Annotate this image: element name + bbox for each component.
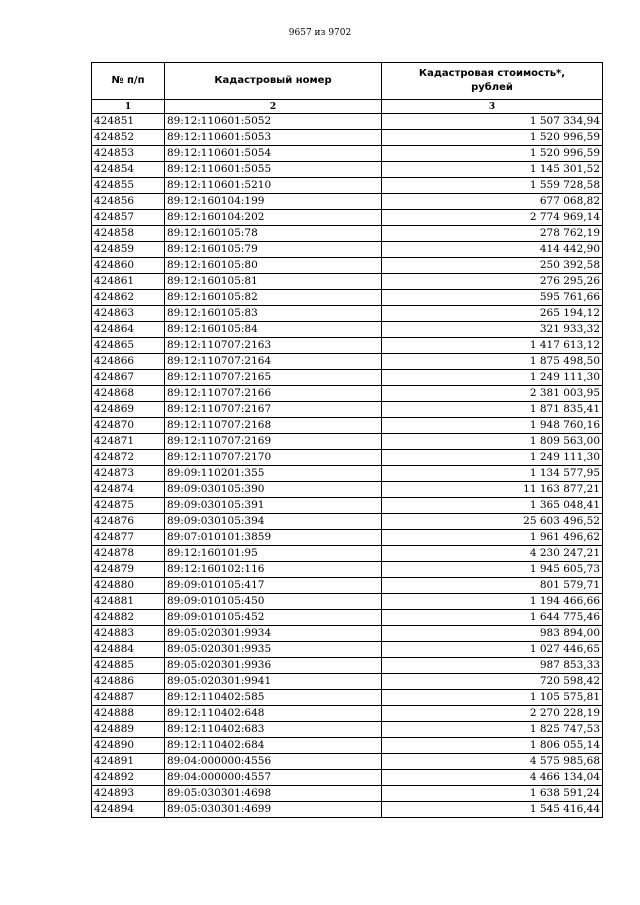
cadastral-value-cell: 278 762,19 <box>382 226 603 242</box>
cadastral-value-cell: 801 579,71 <box>382 578 603 594</box>
table-row <box>92 210 603 226</box>
table-row <box>92 434 603 450</box>
row-number-cell: 424878 <box>92 546 165 562</box>
cadastral-number-cell: 89:12:110402:683 <box>165 722 382 738</box>
cadastral-value-cell: 1 871 835,41 <box>382 402 603 418</box>
table-row <box>92 530 603 546</box>
table-row <box>92 594 603 610</box>
row-number-cell: 424887 <box>92 690 165 706</box>
cadastral-number-cell: 89:12:110402:684 <box>165 738 382 754</box>
cadastral-value-cell: 1 520 996,59 <box>382 146 603 162</box>
cadastral-number-cell: 89:09:030105:394 <box>165 514 382 530</box>
cadastral-number-cell: 89:09:010105:450 <box>165 594 382 610</box>
column-number: 3 <box>382 100 603 114</box>
row-number-cell: 424857 <box>92 210 165 226</box>
row-number-cell: 424869 <box>92 402 165 418</box>
row-number-cell: 424855 <box>92 178 165 194</box>
table-row <box>92 754 603 770</box>
row-number-cell: 424858 <box>92 226 165 242</box>
cadastral-number-cell: 89:12:110707:2168 <box>165 418 382 434</box>
table-row <box>92 546 603 562</box>
row-number-cell: 424884 <box>92 642 165 658</box>
cadastral-value-cell: 250 392,58 <box>382 258 603 274</box>
row-number-cell: 424864 <box>92 322 165 338</box>
cadastral-number-cell: 89:05:030301:4699 <box>165 802 382 818</box>
row-number-cell: 424885 <box>92 658 165 674</box>
table-row <box>92 450 603 466</box>
cadastral-value-cell: 1 945 605,73 <box>382 562 603 578</box>
table-row <box>92 242 603 258</box>
row-number-cell: 424856 <box>92 194 165 210</box>
table-row <box>92 578 603 594</box>
row-number-cell: 424865 <box>92 338 165 354</box>
cadastral-value-cell: 2 381 003,95 <box>382 386 603 402</box>
cadastral-number-cell: 89:12:110601:5054 <box>165 146 382 162</box>
row-number-cell: 424889 <box>92 722 165 738</box>
cadastral-value-cell: 1 875 498,50 <box>382 354 603 370</box>
cadastral-value-cell: 1 644 775,46 <box>382 610 603 626</box>
cadastral-value-cell: 321 933,32 <box>382 322 603 338</box>
table-row <box>92 226 603 242</box>
row-number-cell: 424874 <box>92 482 165 498</box>
table-row <box>92 770 603 786</box>
row-number-cell: 424888 <box>92 706 165 722</box>
cadastral-number-cell: 89:05:020301:9936 <box>165 658 382 674</box>
cadastral-number-cell: 89:12:160105:78 <box>165 226 382 242</box>
row-number-cell: 424861 <box>92 274 165 290</box>
table-row <box>92 674 603 690</box>
row-number-cell: 424854 <box>92 162 165 178</box>
cadastral-value-cell: 720 598,42 <box>382 674 603 690</box>
cadastral-number-cell: 89:12:110707:2163 <box>165 338 382 354</box>
cadastral-number-cell: 89:12:160101:95 <box>165 546 382 562</box>
table-row <box>92 146 603 162</box>
cadastral-value-cell: 1 134 577,95 <box>382 466 603 482</box>
row-number-cell: 424877 <box>92 530 165 546</box>
cadastral-value-cell: 1 249 111,30 <box>382 450 603 466</box>
column-number: 1 <box>92 100 165 114</box>
cadastral-value-cell: 677 068,82 <box>382 194 603 210</box>
cadastral-number-cell: 89:12:110601:5210 <box>165 178 382 194</box>
table-row <box>92 498 603 514</box>
cadastral-number-cell: 89:12:160105:79 <box>165 242 382 258</box>
cadastral-number-cell: 89:05:030301:4698 <box>165 786 382 802</box>
cadastral-value-cell: 1 027 446,65 <box>382 642 603 658</box>
row-number-cell: 424866 <box>92 354 165 370</box>
cadastral-value-cell: 25 603 496,52 <box>382 514 603 530</box>
cadastral-value-cell: 4 466 134,04 <box>382 770 603 786</box>
table-row <box>92 354 603 370</box>
row-number-cell: 424891 <box>92 754 165 770</box>
column-number-row <box>92 100 603 114</box>
cadastral-number-cell: 89:04:000000:4557 <box>165 770 382 786</box>
cadastral-value-cell: 1 249 111,30 <box>382 370 603 386</box>
table-row <box>92 130 603 146</box>
cadastral-number-cell: 89:12:160102:116 <box>165 562 382 578</box>
table-row <box>92 370 603 386</box>
cadastral-value-cell: 1 961 496,62 <box>382 530 603 546</box>
row-number-cell: 424871 <box>92 434 165 450</box>
cadastral-number-cell: 89:09:010105:452 <box>165 610 382 626</box>
row-number-cell: 424867 <box>92 370 165 386</box>
cadastral-value-cell: 2 774 969,14 <box>382 210 603 226</box>
header-cadastral-value-line2: рублей <box>471 82 513 93</box>
cadastral-number-cell: 89:09:110201:355 <box>165 466 382 482</box>
cadastral-number-cell: 89:12:110601:5053 <box>165 130 382 146</box>
row-number-cell: 424876 <box>92 514 165 530</box>
table-row <box>92 562 603 578</box>
table-row <box>92 178 603 194</box>
cadastral-value-cell: 1 105 575,81 <box>382 690 603 706</box>
table-header-row <box>92 63 603 100</box>
column-number: 2 <box>165 100 382 114</box>
table-row <box>92 690 603 706</box>
cadastral-number-cell: 89:04:000000:4556 <box>165 754 382 770</box>
cadastral-number-cell: 89:12:110707:2167 <box>165 402 382 418</box>
cadastral-value-cell: 1 806 055,14 <box>382 738 603 754</box>
header-cadastral-number: Кадастровый номер <box>165 63 382 100</box>
table-row <box>92 274 603 290</box>
row-number-cell: 424870 <box>92 418 165 434</box>
cadastral-number-cell: 89:12:110707:2164 <box>165 354 382 370</box>
cadastral-number-cell: 89:05:020301:9935 <box>165 642 382 658</box>
table-row <box>92 402 603 418</box>
cadastral-number-cell: 89:12:160104:202 <box>165 210 382 226</box>
row-number-cell: 424863 <box>92 306 165 322</box>
row-number-cell: 424862 <box>92 290 165 306</box>
table-row <box>92 162 603 178</box>
cadastral-value-cell: 1 520 996,59 <box>382 130 603 146</box>
row-number-cell: 424852 <box>92 130 165 146</box>
row-number-cell: 424882 <box>92 610 165 626</box>
table-row <box>92 258 603 274</box>
cadastral-value-cell: 1 825 747,53 <box>382 722 603 738</box>
cadastral-value-cell: 1 545 416,44 <box>382 802 603 818</box>
row-number-cell: 424890 <box>92 738 165 754</box>
cadastral-number-cell: 89:12:160105:81 <box>165 274 382 290</box>
cadastral-value-cell: 595 761,66 <box>382 290 603 306</box>
cadastral-number-cell: 89:07:010101:3859 <box>165 530 382 546</box>
cadastral-value-cell: 1 559 728,58 <box>382 178 603 194</box>
row-number-cell: 424893 <box>92 786 165 802</box>
cadastral-number-cell: 89:12:160105:84 <box>165 322 382 338</box>
cadastral-value-cell: 1 638 591,24 <box>382 786 603 802</box>
cadastral-number-cell: 89:12:160104:199 <box>165 194 382 210</box>
cadastral-number-cell: 89:12:110707:2165 <box>165 370 382 386</box>
cadastral-value-cell: 1 507 334,94 <box>382 114 603 130</box>
cadastral-value-cell: 1 365 048,41 <box>382 498 603 514</box>
cadastral-value-cell: 265 194,12 <box>382 306 603 322</box>
cadastral-number-cell: 89:12:110707:2170 <box>165 450 382 466</box>
cadastral-value-cell: 1 809 563,00 <box>382 434 603 450</box>
table-row <box>92 658 603 674</box>
cadastral-value-cell: 4 575 985,68 <box>382 754 603 770</box>
cadastral-value-cell: 276 295,26 <box>382 274 603 290</box>
table-row <box>92 738 603 754</box>
cadastral-value-cell: 11 163 877,21 <box>382 482 603 498</box>
table-row <box>92 114 603 130</box>
row-number-cell: 424894 <box>92 802 165 818</box>
row-number-cell: 424875 <box>92 498 165 514</box>
row-number-cell: 424892 <box>92 770 165 786</box>
table-row <box>92 706 603 722</box>
table-row <box>92 290 603 306</box>
cadastral-value-cell: 1 948 760,16 <box>382 418 603 434</box>
cadastral-value-cell: 987 853,33 <box>382 658 603 674</box>
row-number-cell: 424859 <box>92 242 165 258</box>
cadastral-number-cell: 89:12:160105:82 <box>165 290 382 306</box>
table-row <box>92 322 603 338</box>
row-number-cell: 424886 <box>92 674 165 690</box>
row-number-cell: 424872 <box>92 450 165 466</box>
cadastral-number-cell: 89:09:030105:390 <box>165 482 382 498</box>
table-row <box>92 626 603 642</box>
cadastral-value-cell: 983 894,00 <box>382 626 603 642</box>
cadastral-number-cell: 89:12:110707:2169 <box>165 434 382 450</box>
row-number-cell: 424880 <box>92 578 165 594</box>
table-row <box>92 482 603 498</box>
cadastral-number-cell: 89:12:110707:2166 <box>165 386 382 402</box>
row-number-cell: 424851 <box>92 114 165 130</box>
table-row <box>92 418 603 434</box>
cadastral-value-cell: 4 230 247,21 <box>382 546 603 562</box>
cadastral-value-cell: 414 442,90 <box>382 242 603 258</box>
row-number-cell: 424879 <box>92 562 165 578</box>
table-row <box>92 642 603 658</box>
table-row <box>92 338 603 354</box>
cadastral-number-cell: 89:12:160105:83 <box>165 306 382 322</box>
row-number-cell: 424881 <box>92 594 165 610</box>
cadastral-number-cell: 89:12:110601:5055 <box>165 162 382 178</box>
table-row <box>92 786 603 802</box>
table-row <box>92 722 603 738</box>
table-row <box>92 386 603 402</box>
cadastral-value-cell: 1 194 466,66 <box>382 594 603 610</box>
row-number-cell: 424853 <box>92 146 165 162</box>
cadastral-number-cell: 89:12:160105:80 <box>165 258 382 274</box>
row-number-cell: 424860 <box>92 258 165 274</box>
row-number-cell: 424868 <box>92 386 165 402</box>
table-row <box>92 306 603 322</box>
header-cadastral-value-line1: Кадастровая стоимость*, <box>418 68 566 79</box>
table-row <box>92 466 603 482</box>
header-row-number: № п/п <box>92 63 165 100</box>
table-row <box>92 802 603 818</box>
cadastral-value-cell: 1 417 613,12 <box>382 338 603 354</box>
table-row <box>92 514 603 530</box>
page-number-header: 9657 из 9702 <box>288 28 352 38</box>
cadastral-value-cell: 2 270 228,19 <box>382 706 603 722</box>
header-cadastral-value <box>382 63 603 100</box>
cadastral-number-cell: 89:05:020301:9934 <box>165 626 382 642</box>
row-number-cell: 424883 <box>92 626 165 642</box>
cadastral-number-cell: 89:09:030105:391 <box>165 498 382 514</box>
cadastral-number-cell: 89:09:010105:417 <box>165 578 382 594</box>
cadastral-number-cell: 89:12:110402:648 <box>165 706 382 722</box>
cadastral-value-table <box>91 62 603 818</box>
table-row <box>92 610 603 626</box>
cadastral-number-cell: 89:05:020301:9941 <box>165 674 382 690</box>
row-number-cell: 424873 <box>92 466 165 482</box>
cadastral-number-cell: 89:12:110601:5052 <box>165 114 382 130</box>
cadastral-value-cell: 1 145 301,52 <box>382 162 603 178</box>
cadastral-number-cell: 89:12:110402:585 <box>165 690 382 706</box>
table-row <box>92 194 603 210</box>
